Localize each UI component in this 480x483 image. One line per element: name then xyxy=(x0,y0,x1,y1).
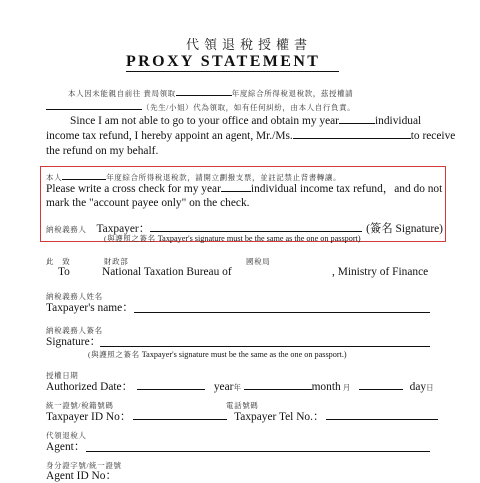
taxpayer-name-field[interactable] xyxy=(134,312,430,313)
box-passport-note: (與護照之簽名 Taxpayer's signature must be the same as the one on passport) xyxy=(104,234,361,243)
taxpayer-name-chinese: 納稅義務人姓名 xyxy=(46,292,103,301)
taxpayer-id-field[interactable] xyxy=(133,410,227,420)
intro-chinese-line-2: （先生/小姐）代為領取，如有任何糾紛，由本人自行負責。 xyxy=(46,100,355,112)
signature-chinese: 納稅義務人簽名 xyxy=(46,326,103,335)
intro-english-line-2: income tax refund, I hereby appoint an agent, Mr./Ms. to receive xyxy=(46,130,456,142)
intro-english-line-1: Since I am not able to go to your office and obtain my year individual xyxy=(70,115,422,127)
box-taxpayer-line: 納稅義務人 Taxpayer： (簽名 Signature) xyxy=(46,223,443,235)
date-month-field[interactable] xyxy=(244,380,312,390)
signature-label: Signature： xyxy=(46,336,102,348)
authorized-date-row: Authorized Date： year年 month 月 day日 xyxy=(46,381,435,393)
date-day-field[interactable] xyxy=(359,380,403,390)
box-signature-field[interactable] xyxy=(150,222,362,232)
agent-chinese: 代領退稅人 xyxy=(46,431,87,440)
box-english-line-1: Please write a cross check for my year individual income tax refund，and do not xyxy=(46,183,443,195)
taxpayer-name-label: Taxpayer's name： xyxy=(46,302,134,314)
title-underline xyxy=(126,71,339,72)
date-chinese: 授權日期 xyxy=(46,371,79,380)
signature-passport-note: (與護照之簽名 Taxpayer's signature must be the same as the one on passport.) xyxy=(88,350,347,359)
taxpayer-id-row: Taxpayer ID No： Taxpayer Tel No.： xyxy=(46,410,438,424)
agent-id-chinese: 身分證字號/統一證號 xyxy=(46,461,122,470)
taxpayer-tel-field[interactable] xyxy=(326,410,438,420)
agent-label: Agent： xyxy=(46,441,86,453)
taxpayer-id-chinese: 統一證號/稅籍號碼 xyxy=(46,401,114,410)
title-chinese: 代領退稅授權書 xyxy=(186,37,313,52)
box-english-line-2: mark the "account payee only" on the check. xyxy=(46,197,250,209)
signature-field[interactable] xyxy=(100,346,430,347)
box-chinese-line: 本人 年度綜合所得稅退稅款，請開立劃撥支票，並註記禁止背書轉讓。 xyxy=(46,170,341,182)
addressee-english: To National Taxation Bureau of , Ministry of Finance xyxy=(58,266,429,278)
date-year-field[interactable] xyxy=(137,380,205,390)
page-title: PROXY STATEMENT xyxy=(126,53,321,70)
taxpayer-tel-chinese: 電話號碼 xyxy=(226,401,259,410)
addressee-chinese: 此 致 財政部 國稅局 xyxy=(46,257,271,266)
agent-id-label: Agent ID No： xyxy=(46,470,117,482)
intro-chinese-line-1: 本人因未能親自前往 貴局領取 年度綜合所得稅退稅款，茲授權請 xyxy=(68,86,353,98)
agent-field[interactable] xyxy=(86,451,430,452)
intro-english-line-3: the refund on my behalf. xyxy=(46,145,159,157)
